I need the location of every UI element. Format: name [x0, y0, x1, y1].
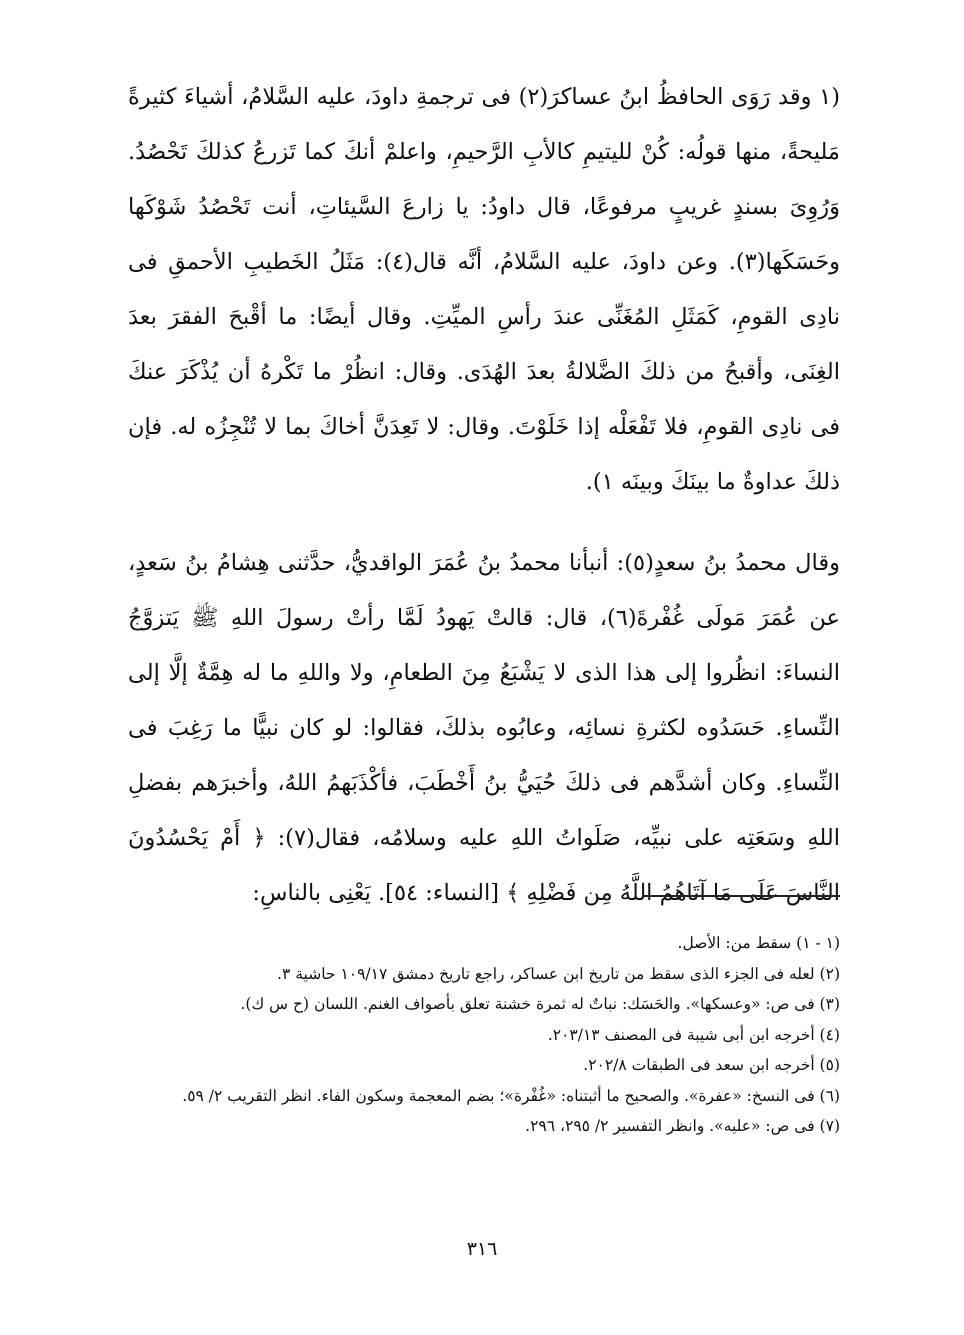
main-text [128, 70, 840, 921]
footnotes [128, 928, 840, 1142]
paragraph: (١ وقد رَوَى الحافظُ ابنُ عساكرَ(٢) فى ترجمةِ داودَ، عليه السَّلامُ، أشياءَ كثيرةً مَليحةً، منها قولُه: كُنْ لليتيمِ كالأبِ الرَّحيمِ، واعلمْ أنكَ كما تَزرعُ كذلكَ تَحْصُدُ. وَرُوِىَ بسندٍ غريبٍ مرفوعًا، قال داودُ: يا زارعَ السَّيئاتِ، أنت تَحْصُدُ شَوْكَها وحَسَكَها(٣). وعن داودَ، عليه السَّلامُ، أنَّه قال(٤): مَثَلُ الخَطيبِ الأحمقِ فى نادِى القومِ، كَمَثَلِ المُغَنِّى عندَ رأسِ الميِّتِ. وقال أيضًا: ما أقْبحَ الفقرَ بعدَ الغِنَى، وأقبحُ من ذلكَ الضَّلالةُ بعدَ الهُدَى. وقال: انظُرْ ما تَكْرهُ أن يُذْكَرَ عنكَ فى نادِى القومِ، فلا تَفْعَلْه إذا خَلَوْتَ. وقال: لا تَعِدَنَّ أخاكَ بما لا تُنْجِزُه له. فإن ذلكَ عداوةٌ ما بينَكَ وبينَه ١). [128, 84, 840, 495]
footnote: (٧) فى ص: «عليه». وانظر التفسير ٢/ ٢٩٥، ٢٩٦. [525, 1117, 840, 1135]
footnote: (٢) لعله فى الجزء الذى سقط من تاريخ ابن عساكر، راجع تاريخ دمشق ١٠٩/١٧ حاشية ٣. [277, 964, 840, 983]
paragraph: وقال محمدُ بنُ سعدٍ(٥): أنبأنا محمدُ بنُ عُمَرَ الواقديُّ، حدَّثنى هِشامُ بنُ سَعدٍ، عن عُمَرَ مَولَى غُفْرةَ(٦)، قال: قالتْ يَهودُ لَمَّا رأتْ رسولَ اللهِ ﷺ يَتزوَّجُ النساءَ: انظُروا إلى هذا الذى لا يَشْبَعُ مِنَ الطعامِ، ولا واللهِ ما له هِمَّةٌ إلَّا إلى النِّساءِ. حَسَدُوه لكثرةِ نسائِه، وعابُوه بذلكَ، فقالوا: لو كان نبيًّا ما رَغِبَ فى النِّساءِ. وكان أشدَّهم فى ذلكَ حُيَيُّ بنُ أَخْطَبَ، فأكْذَبَهمُ اللهُ، وأخبرَهم بفضلِ اللهِ وسَعَتِه على نبيِّه، صَلَواتُ اللهِ عليه وسلامُه، فقال(٧): ﴿ أَمْ يَحْسُدُونَ النَّاسَ عَلَى مَا آتَاهُمُ اللَّهُ مِن فَضْلِهِ ﴾ [النساء: ٥٤]. يَعْنِى بالناسِ: [128, 550, 840, 906]
page-number: ٣١٦ [466, 1238, 498, 1260]
footnote: (٦) فى النسخ: «عفرة». والصحيح ما أثبتناه: «غُفْرة»؛ بضم المعجمة وسكون الفاء. انظر التقريب ٢/ ٥٩. [182, 1086, 840, 1105]
footnote: (٣) فى ص: «وعسكها». والحَسَك: نباتٌ له ثمرة خشنة تعلق بأصواف الغنم. اللسان (ح س ك). [240, 995, 840, 1013]
footnote: (١ - ١) سقط من: الأصل. [677, 934, 840, 952]
footnote-divider [644, 895, 840, 897]
footnote: (٤) أخرجه ابن أبى شيبة فى المصنف ٢٠٣/١٣. [547, 1025, 840, 1044]
footnote: (٥) أخرجه ابن سعد فى الطبقات ٢٠٢/٨. [583, 1056, 840, 1074]
